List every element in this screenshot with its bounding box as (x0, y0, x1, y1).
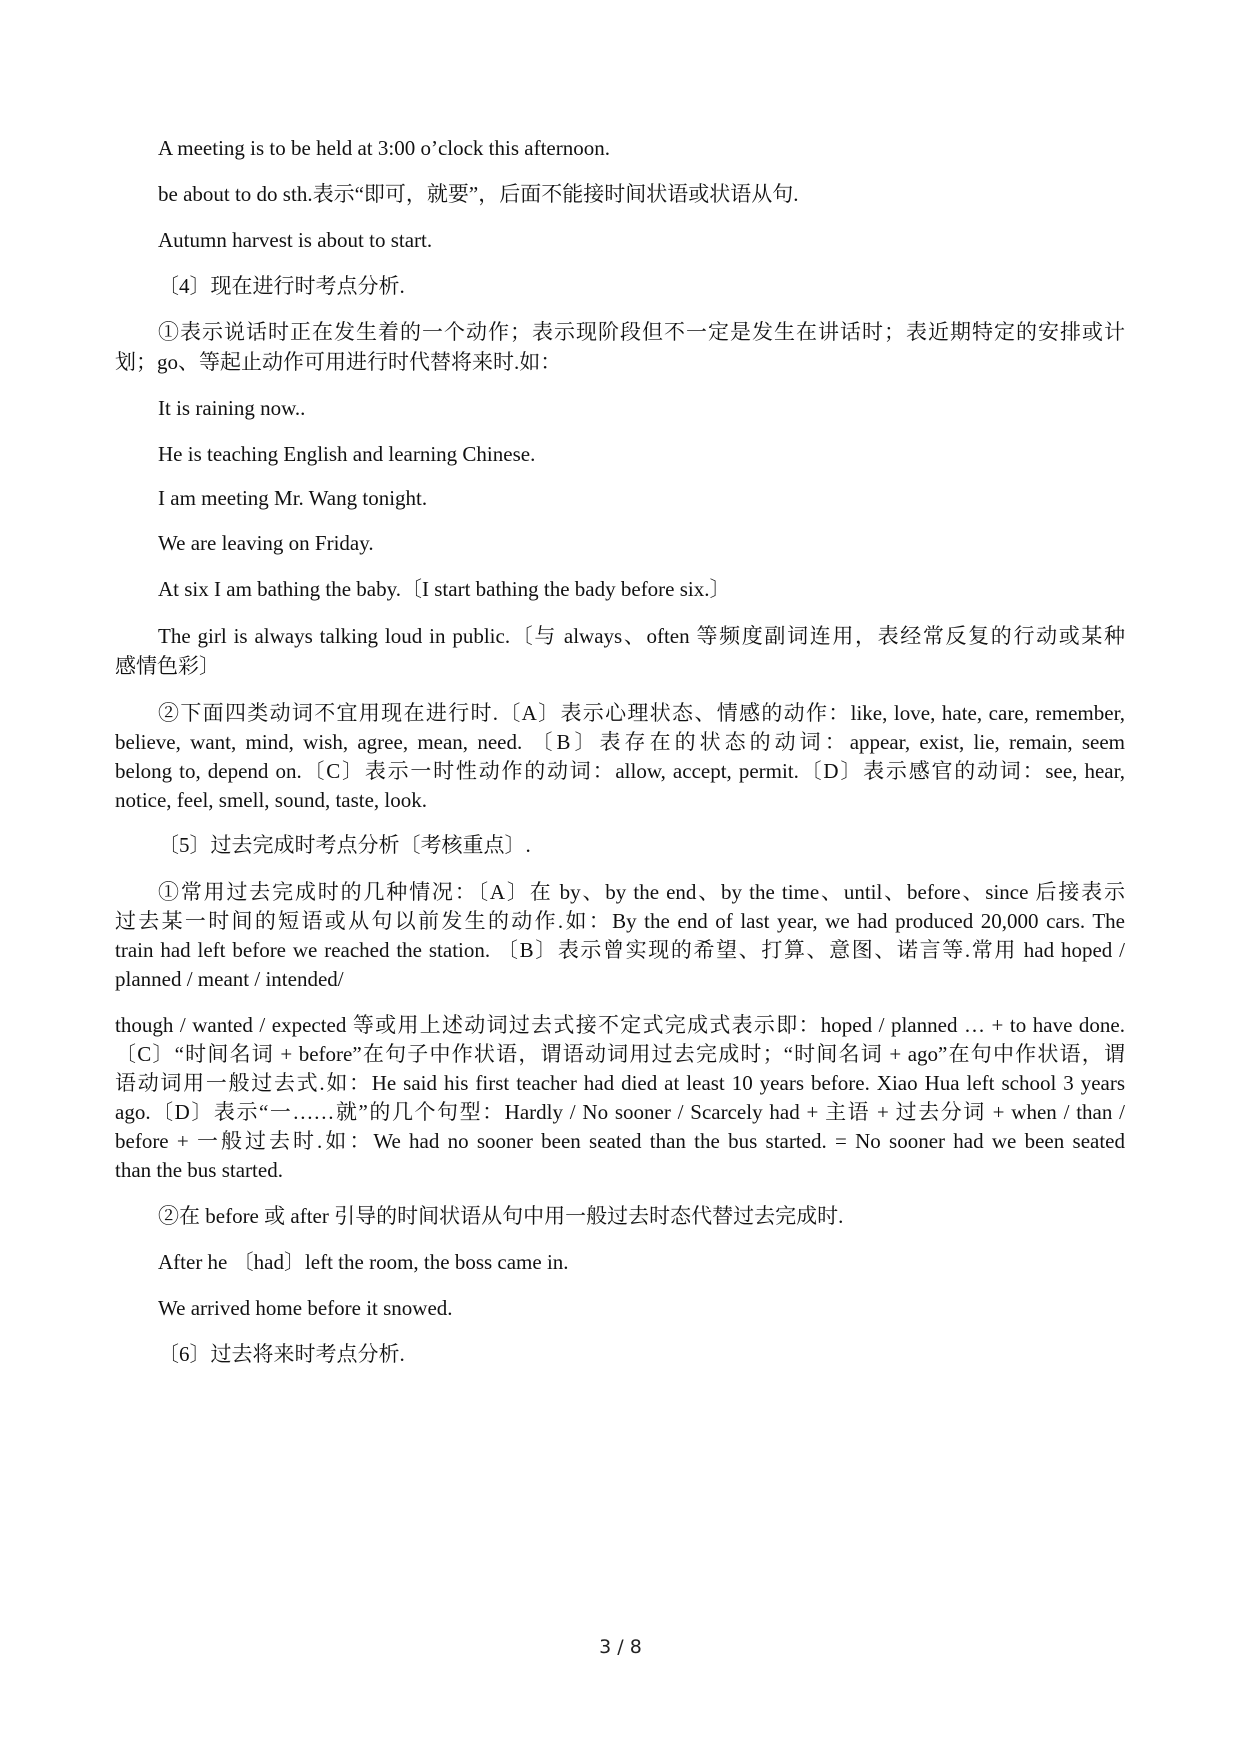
page-number: 3 / 8 (599, 1636, 642, 1658)
section-heading: 〔5〕过去完成时考点分析〔考核重点〕. (158, 833, 531, 857)
text-line: ago.〔D〕表示“一……就”的几个句型：Hardly / No sooner / Scarcely had + 主语 + 过去分词 + when / than / (115, 1100, 1125, 1124)
example-sentence: He is teaching English and learning Chinese. (158, 442, 536, 466)
text-line: train had left before we reached the station. 〔B〕表示曾实现的希望、打算、意图、诺言等.常用 had hoped / (115, 938, 1125, 962)
text-line: notice, feel, smell, sound, taste, look. (115, 788, 428, 812)
text-line: 划；go、等起止动作可用进行时代替将来时.如： (115, 350, 562, 374)
text-line: before + 一般过去时.如：We had no sooner been seated than the bus started. = No sooner had we been seated (115, 1129, 1125, 1153)
text-line: A meeting is to be held at 3:00 o’clock this afternoon. (158, 136, 610, 160)
text-line: planned / meant / intended/ (115, 967, 344, 991)
text-line: 过去某一时间的短语或从句以前发生的动作.如：By the end of last year, we had produced 20,000 cars. The (115, 909, 1125, 933)
text-line: ②在 before 或 after 引导的时间状语从句中用一般过去时态代替过去完成时. (158, 1204, 844, 1228)
text-line: Autumn harvest is about to start. (158, 228, 433, 252)
text-line: belong to, depend on.〔C〕表示一时性动作的动词：allow, accept, permit.〔D〕表示感官的动词：see, hear, (115, 759, 1125, 783)
text-line: 〔C〕“时间名词 + before”在句子中作状语，谓语动词用过去完成时；“时间名词 + ago”在句中作状语，谓 (115, 1042, 1126, 1066)
text-line: than the bus started. (115, 1158, 283, 1182)
text-line: The girl is always talking loud in public.〔与 always、often 等频度副词连用，表经常反复的行动或某种 (158, 624, 1125, 648)
section-heading: 〔6〕过去将来时考点分析. (158, 1342, 405, 1366)
example-sentence: After he 〔had〕left the room, the boss came in. (158, 1250, 569, 1274)
text-line: 感情色彩〕 (115, 654, 220, 678)
example-sentence: It is raining now.. (158, 396, 306, 420)
text-line: 语动词用一般过去式.如：He said his first teacher had died at least 10 years before. Xiao Hua left school 3 years (115, 1071, 1125, 1095)
example-sentence: We arrived home before it snowed. (158, 1296, 453, 1320)
text-line: ①表示说话时正在发生着的一个动作；表示现阶段但不一定是发生在讲话时；表近期特定的安排或计 (158, 320, 1125, 344)
text-line: believe, want, mind, wish, agree, mean, need. 〔B〕表存在的状态的动词：appear, exist, lie, remain, seem (115, 730, 1125, 754)
text-line: be about to do sth.表示“即可，就要”，后面不能接时间状语或状语从句. (158, 182, 799, 206)
example-sentence: We are leaving on Friday. (158, 531, 374, 555)
text-line: ②下面四类动词不宜用现在进行时.〔A〕表示心理状态、情感的动作：like, love, hate, care, remember, (158, 701, 1125, 725)
example-sentence: At six I am bathing the baby.〔I start bathing the bady before six.〕 (158, 577, 731, 601)
section-heading: 〔4〕现在进行时考点分析. (158, 274, 405, 298)
example-sentence: I am meeting Mr. Wang tonight. (158, 486, 428, 510)
text-line: though / wanted / expected 等或用上述动词过去式接不定式完成式表示即：hoped / planned … + to have done. (115, 1013, 1125, 1037)
text-line: ①常用过去完成时的几种情况：〔A〕在 by、by the end、by the time、until、before、since 后接表示 (158, 880, 1125, 904)
